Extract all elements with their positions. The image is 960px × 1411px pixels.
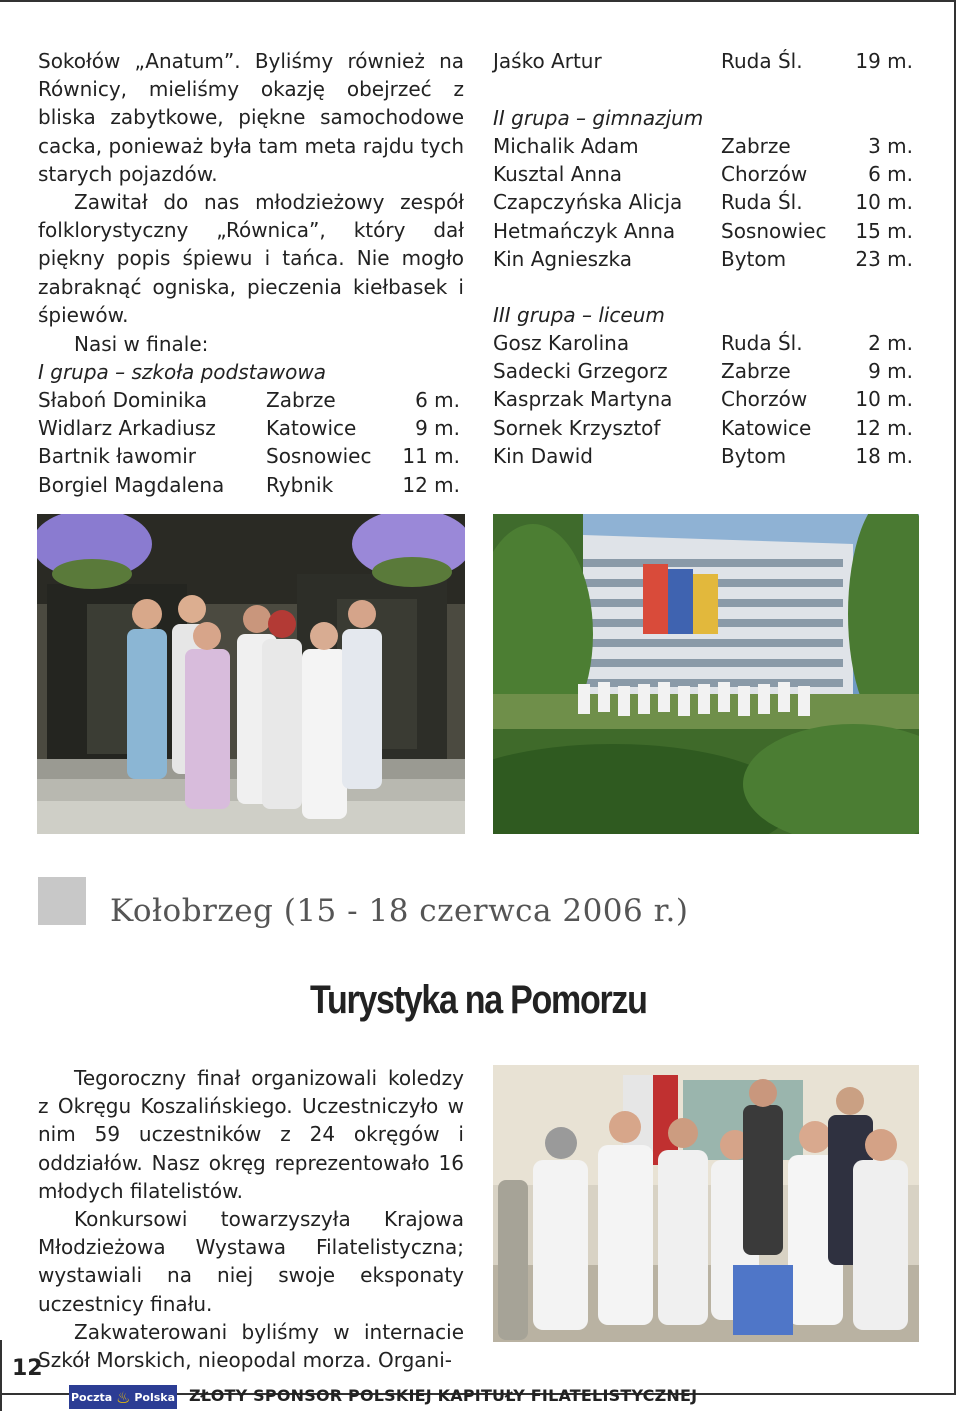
competitor-name: Widlarz Arkadiusz — [38, 416, 216, 441]
article-paragraph-2: Konkursowi towarzyszyła Krajowa Młodzieżowa Wystawa Filatelistyczna; wystawiali na niej swoje eksponaty uczestnicy finału. — [38, 1207, 464, 1316]
competitor-name: Sadecki Grzegorz — [493, 359, 668, 384]
table-row — [493, 329, 913, 357]
intro-paragraph-1: Sokołów „Anatum”. Byliśmy również na Równicy, mieliśmy okazję obejrzeć z bliska zabytkowe, piękne samochodowe cacka, ponieważ była tam meta rajdu tych starych pojazdów. — [38, 49, 464, 186]
competitor-town: Ruda Śl. — [721, 190, 803, 215]
competitor-town: Sosnowiec — [266, 444, 372, 469]
article-title: Turystyka na Pomorzu — [310, 978, 647, 1022]
logo-text-right: Polska — [134, 1390, 176, 1404]
table-row — [493, 132, 913, 160]
section-title: Kołobrzeg (15 - 18 czerwca 2006 r.) — [110, 893, 689, 929]
competitor-town: Katowice — [721, 415, 812, 440]
group-1-results — [38, 386, 460, 499]
competitor-place: 9 m. — [415, 416, 460, 441]
competitor-name: Kin Agnieszka — [493, 246, 633, 271]
table-row — [38, 414, 460, 442]
competitor-name: Jaśko Artur — [493, 49, 602, 73]
competitor-name: Kin Dawid — [493, 443, 593, 468]
competitor-name: Sornek Krzysztof — [493, 415, 661, 440]
competitor-town: Bytom — [721, 246, 787, 271]
post-horn-icon: ♨ — [116, 1387, 131, 1407]
table-row — [493, 442, 913, 470]
group-2-results — [493, 132, 913, 273]
competitor-town: Ruda Śl. — [721, 49, 803, 73]
table-row — [38, 442, 460, 470]
finals-label: Nasi w finale: — [74, 332, 209, 356]
competitor-place: 18 m. — [855, 443, 913, 468]
competitor-name: Borgiel Magdalena — [38, 472, 225, 497]
competitor-place: 11 m. — [402, 444, 460, 469]
competitor-name: Słaboń Dominika — [38, 388, 207, 412]
competitor-town: Rybnik — [266, 472, 334, 497]
table-row — [38, 386, 460, 414]
logo-text-left: Poczta — [70, 1390, 113, 1404]
competitor-place: 23 m. — [855, 246, 913, 271]
competitor-town: Chorzów — [721, 162, 808, 187]
competitor-place: 12 m. — [402, 472, 460, 497]
competitor-name: Bartnik ławomir — [38, 444, 197, 469]
competitor-place: 6 m. — [415, 388, 460, 412]
competitor-name: Hetmańczyk Anna — [493, 218, 676, 243]
page-border-top — [0, 0, 956, 2]
competitor-name: Michalik Adam — [493, 134, 639, 158]
competitor-place: 15 m. — [855, 218, 913, 243]
competitor-place: 19 m. — [855, 49, 913, 73]
competitor-place: 6 m. — [868, 162, 913, 187]
competitor-town: Zabrze — [721, 359, 791, 384]
competitor-place: 10 m. — [855, 387, 913, 412]
poczta-polska-logo — [69, 1385, 177, 1409]
intro-text — [38, 47, 464, 329]
table-row — [493, 414, 913, 442]
intro-paragraph-2: Zawitał do nas młodzieżowy zespół folklorystyczny „Równica”, który dał piękny popis śpiewu i tańca. Nie mogło zabraknąć ogniska, pieczenia kiełbasek i śpiewów. — [38, 190, 464, 327]
group-2-title: II grupa – gimnazjum — [493, 106, 704, 130]
group-photo-entrance — [37, 514, 465, 834]
table-row — [493, 217, 913, 245]
competitor-name: Czapczyńska Alicja — [493, 190, 683, 215]
page-number: 12 — [12, 1356, 43, 1381]
footer-sponsor-text: ZŁOTY SPONSOR POLSKIEJ KAPITUŁY FILATELISTYCZNEJ — [189, 1386, 698, 1405]
article-paragraph-1: Tegoroczny finał organizowali koledzy z Okręgu Koszalińskiego. Uczestniczyło w nim 59 uczestników z 24 okręgów i oddziałów. Nasz okręg reprezentowało 16 młodych filatelistów. — [38, 1066, 464, 1203]
competitor-town: Bytom — [721, 443, 787, 468]
table-row — [493, 357, 913, 385]
competitor-place: 2 m. — [868, 331, 913, 355]
competitor-town: Sosnowiec — [721, 218, 827, 243]
competitor-place: 3 m. — [868, 134, 913, 158]
table-row — [493, 385, 913, 413]
competitor-town: Zabrze — [721, 134, 791, 158]
competitor-name: Kasprzak Martyna — [493, 387, 673, 412]
competitor-town: Chorzów — [721, 387, 808, 412]
table-row — [493, 47, 913, 75]
competitor-town: Katowice — [266, 416, 357, 441]
competitor-name: Gosz Karolina — [493, 331, 630, 355]
page-border-right — [954, 0, 956, 1395]
competitor-place: 12 m. — [855, 415, 913, 440]
section-marker — [38, 877, 86, 925]
competitor-town: Zabrze — [266, 388, 336, 412]
competitor-place: 10 m. — [855, 190, 913, 215]
table-row — [493, 245, 913, 273]
award-ceremony-photo — [493, 1065, 919, 1342]
table-row — [38, 471, 460, 499]
group-1-title: I grupa – szkoła podstawowa — [38, 360, 326, 384]
group-3-results — [493, 329, 913, 470]
group-3-title: III grupa – liceum — [493, 303, 665, 327]
article-paragraph-3: Zakwaterowani byliśmy w internacie Szkół Morskich, nieopodal morza. Organi- — [38, 1319, 464, 1373]
competitor-town: Ruda Śl. — [721, 331, 803, 355]
table-row — [493, 188, 913, 216]
table-row — [493, 160, 913, 188]
group-1-results-continued — [493, 47, 913, 75]
group-photo-building — [493, 514, 919, 834]
competitor-name: Kusztal Anna — [493, 162, 623, 187]
page-border-left — [0, 1340, 2, 1411]
article-text — [38, 1064, 464, 1374]
competitor-place: 9 m. — [868, 359, 913, 384]
